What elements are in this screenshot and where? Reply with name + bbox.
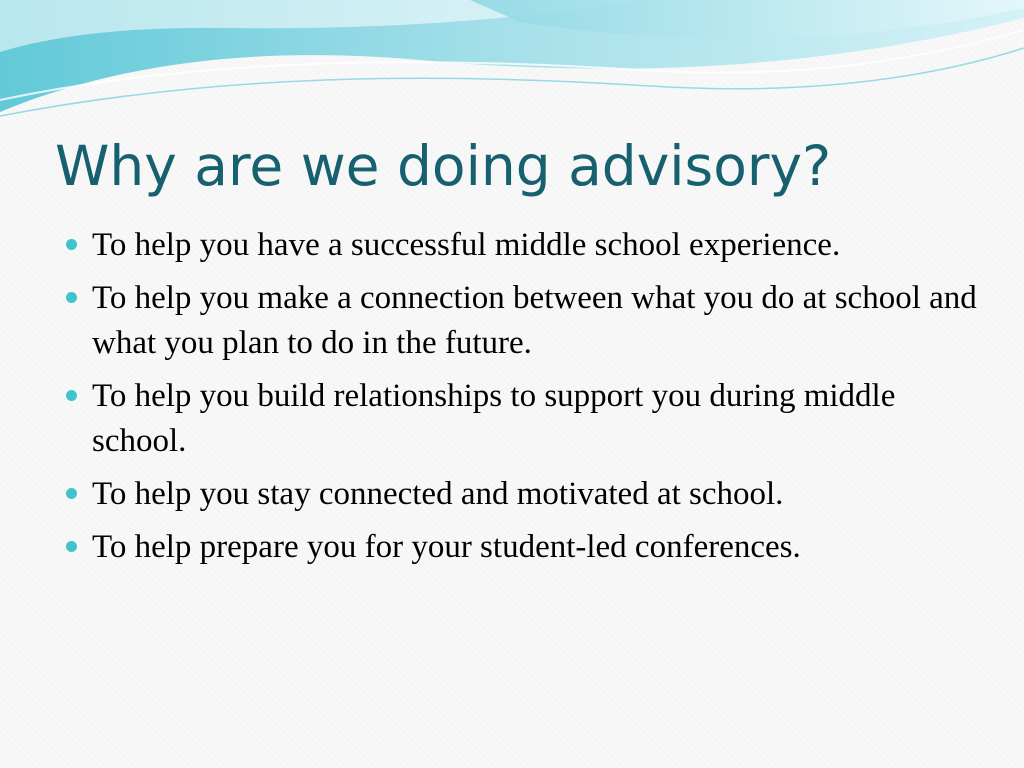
bullet-item — [92, 472, 992, 517]
bullet-dot-icon — [66, 541, 77, 552]
bullet-dot-icon — [66, 488, 77, 499]
bullet-dot-icon — [66, 239, 77, 250]
bullet-text: To help you make a connection between what you do at school and what you plan to do in the future. — [92, 280, 977, 361]
bullet-list — [92, 223, 992, 578]
bullet-text: To help you have a successful middle school experience. — [92, 227, 841, 263]
bullet-item — [92, 525, 992, 570]
bullet-item — [92, 276, 992, 366]
bullet-text: To help you stay connected and motivated at school. — [92, 476, 784, 512]
bullet-text: To help prepare you for your student-led conferences. — [92, 529, 801, 565]
header-wave-decoration — [0, 0, 1024, 125]
bullet-item — [92, 223, 992, 268]
bullet-dot-icon — [66, 292, 77, 303]
bullet-item — [92, 374, 992, 464]
bullet-text: To help you build relationships to support you during middle school. — [92, 378, 896, 459]
bullet-dot-icon — [66, 390, 77, 401]
slide-title: Why are we doing advisory? — [55, 134, 832, 198]
